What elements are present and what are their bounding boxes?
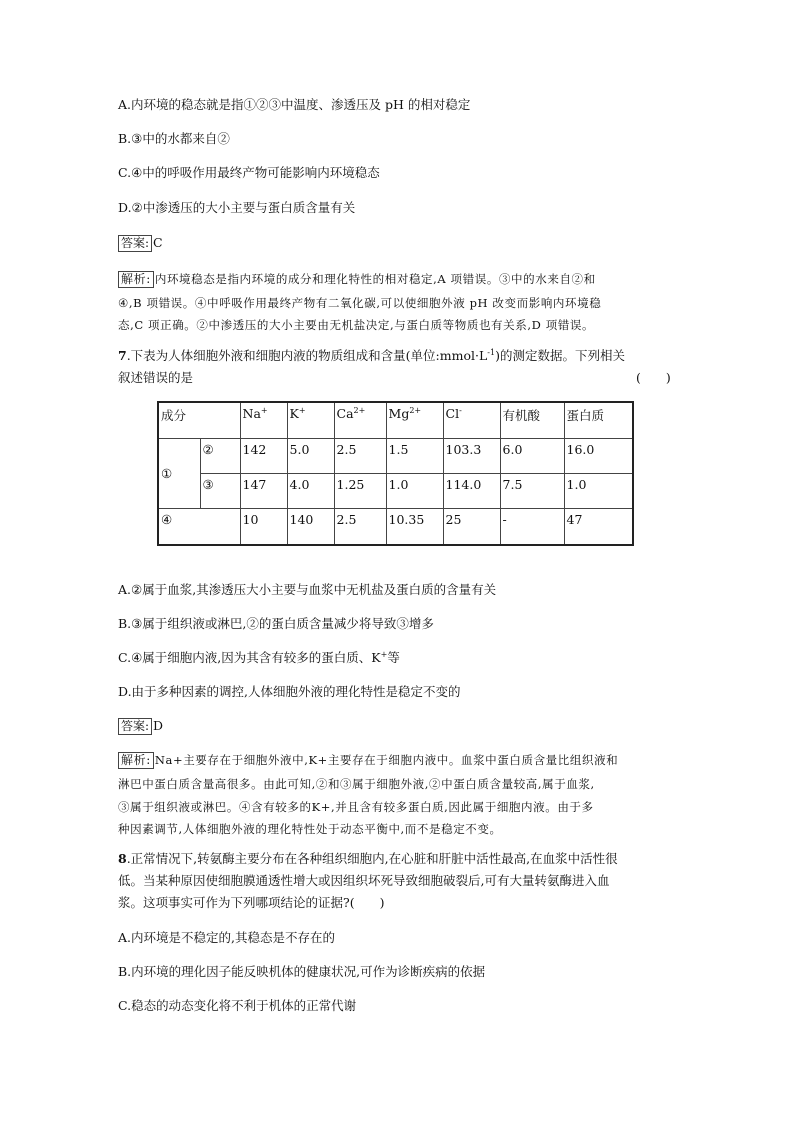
table-cell: 4.0 — [287, 473, 334, 508]
q6-explain-line-1: 解析: 内环境稳态是指内环境的成分和理化特性的相对稳定,A 项错误。③中的水来自②和 — [118, 270, 596, 288]
q8-option-c: C.稳态的动态变化将不利于机体的正常代谢 — [118, 998, 357, 1013]
table-cell: 114.0 — [443, 473, 500, 508]
table-cell: 10.35 — [386, 509, 443, 545]
table-cell: 47 — [564, 509, 633, 545]
composition-table — [157, 401, 634, 546]
header-cell: $Ca^{2+}$ — [334, 402, 386, 438]
q6-option-a: A.内环境的稳态就是指①②③中温度、渗透压及 pH 的相对稳定 — [118, 97, 471, 112]
table-row — [158, 509, 633, 545]
header-cell: Na+ — [240, 402, 287, 438]
table-cell: 1.5 — [386, 438, 443, 473]
row-label-cell: ③ — [200, 473, 240, 508]
q7-stem-line-2: 叙述错误的是 — [118, 370, 194, 385]
table-row — [158, 438, 633, 473]
answer-tag: 答案: — [118, 718, 152, 735]
row-label-cell: ④ — [158, 509, 240, 545]
table-cell: 2.5 — [334, 509, 386, 545]
table-cell: 16.0 — [564, 438, 633, 473]
q7-option-a: A.②属于血浆,其渗透压大小主要与血浆中无机盐及蛋白质的含量有关 — [118, 582, 497, 597]
answer-value: D — [153, 718, 164, 733]
table-cell: 147 — [240, 473, 287, 508]
question-number: 7 — [118, 348, 127, 363]
header-cell: Cl- — [443, 402, 500, 438]
q6-option-b: B.③中的水都来自② — [118, 131, 230, 146]
table-cell: 103.3 — [443, 438, 500, 473]
table-row — [158, 473, 633, 508]
q7-stem-line-1: 7.下表为人体细胞外液和细胞内液的物质组成和含量(单位$:mmol\cdot L^{-1}$)的测定数据。下列相关 — [118, 347, 625, 363]
q7-answer — [118, 717, 163, 735]
answer-tag: 答案: — [118, 235, 152, 252]
header-cell: 有机酸 — [500, 402, 564, 438]
q8-stem-line-1: 8.正常情况下,转氨酶主要分布在各种组织细胞内,在心脏和肝脏中活性最高,在血浆中活性很 — [118, 851, 618, 866]
table-cell: 1.25 — [334, 473, 386, 508]
header-cell: K+ — [287, 402, 334, 438]
q8-option-a: A.内环境是不稳定的,其稳态是不存在的 — [118, 930, 335, 945]
q6-explain-line-3: 态,C 项正确。②中渗透压的大小主要由无机盐决定,与蛋白质等物质也有关系,D 项错误。 — [118, 318, 595, 332]
answer-paren: ( ) — [636, 370, 671, 385]
q7-option-c: C.④属于细胞内液,因为其含有较多的蛋白质、K+等 — [118, 649, 400, 665]
table-cell: 142 — [240, 438, 287, 473]
q8-stem-line-3: 浆。这项事实可作为下列哪项结论的证据?( ) — [118, 895, 385, 910]
header-cell: 成分 — [158, 402, 240, 438]
header-cell: $Mg^{2+}$ — [386, 402, 443, 438]
q7-explain-line-3: ③属于组织液或淋巴。④含有较多的K+,并且含有较多蛋白质,因此属于细胞内液。由于多 — [118, 800, 594, 814]
q7-explain-line-2: 淋巴中蛋白质含量高很多。由此可知,②和③属于细胞外液,②中蛋白质含量较高,属于血浆, — [118, 777, 595, 791]
table-cell: 6.0 — [500, 438, 564, 473]
header-cell: 蛋白质 — [564, 402, 633, 438]
explain-tag: 解析: — [118, 271, 154, 288]
row-label-cell: ② — [200, 438, 240, 473]
table-cell: 10 — [240, 509, 287, 545]
q6-option-d: D.②中渗透压的大小主要与蛋白质含量有关 — [118, 200, 356, 215]
q6-option-c: C.④中的呼吸作用最终产物可能影响内环境稳态 — [118, 165, 380, 180]
q7-explain-line-1: 解析: Na+主要存在于细胞外液中,K+主要存在于细胞内液中。血浆中蛋白质含量比组织液和 — [118, 751, 618, 769]
table-cell: 5.0 — [287, 438, 334, 473]
q7-option-b: B.③属于组织液或淋巴,②的蛋白质含量减少将导致③增多 — [118, 616, 434, 631]
table-cell: 1.0 — [564, 473, 633, 508]
q8-stem-line-2: 低。当某种原因使细胞膜通透性增大或因组织坏死导致细胞破裂后,可有大量转氨酶进入血 — [118, 873, 610, 888]
q6-explain-line-2: ④,B 项错误。④中呼吸作用最终产物有二氧化碳,可以使细胞外液 pH 改变而影响内环境稳 — [118, 296, 602, 310]
table-cell: 7.5 — [500, 473, 564, 508]
question-number: 8 — [118, 851, 127, 866]
answer-value: C — [153, 235, 163, 250]
q8-option-b: B.内环境的理化因子能反映机体的健康状况,可作为诊断疾病的依据 — [118, 964, 486, 979]
q6-answer — [118, 234, 163, 252]
table-cell: 25 — [443, 509, 500, 545]
table-cell: 1.0 — [386, 473, 443, 508]
q7-explain-line-4: 种因素调节,人体细胞外液的理化特性处于动态平衡中,而不是稳定不变。 — [118, 822, 502, 836]
group-label-cell: ① — [158, 438, 200, 509]
table-cell: 140 — [287, 509, 334, 545]
table-cell: 2.5 — [334, 438, 386, 473]
table-cell: - — [500, 509, 564, 545]
table-header-row — [158, 402, 633, 438]
explain-tag: 解析: — [118, 752, 154, 769]
q7-option-d: D.由于多种因素的调控,人体细胞外液的理化特性是稳定不变的 — [118, 684, 461, 699]
